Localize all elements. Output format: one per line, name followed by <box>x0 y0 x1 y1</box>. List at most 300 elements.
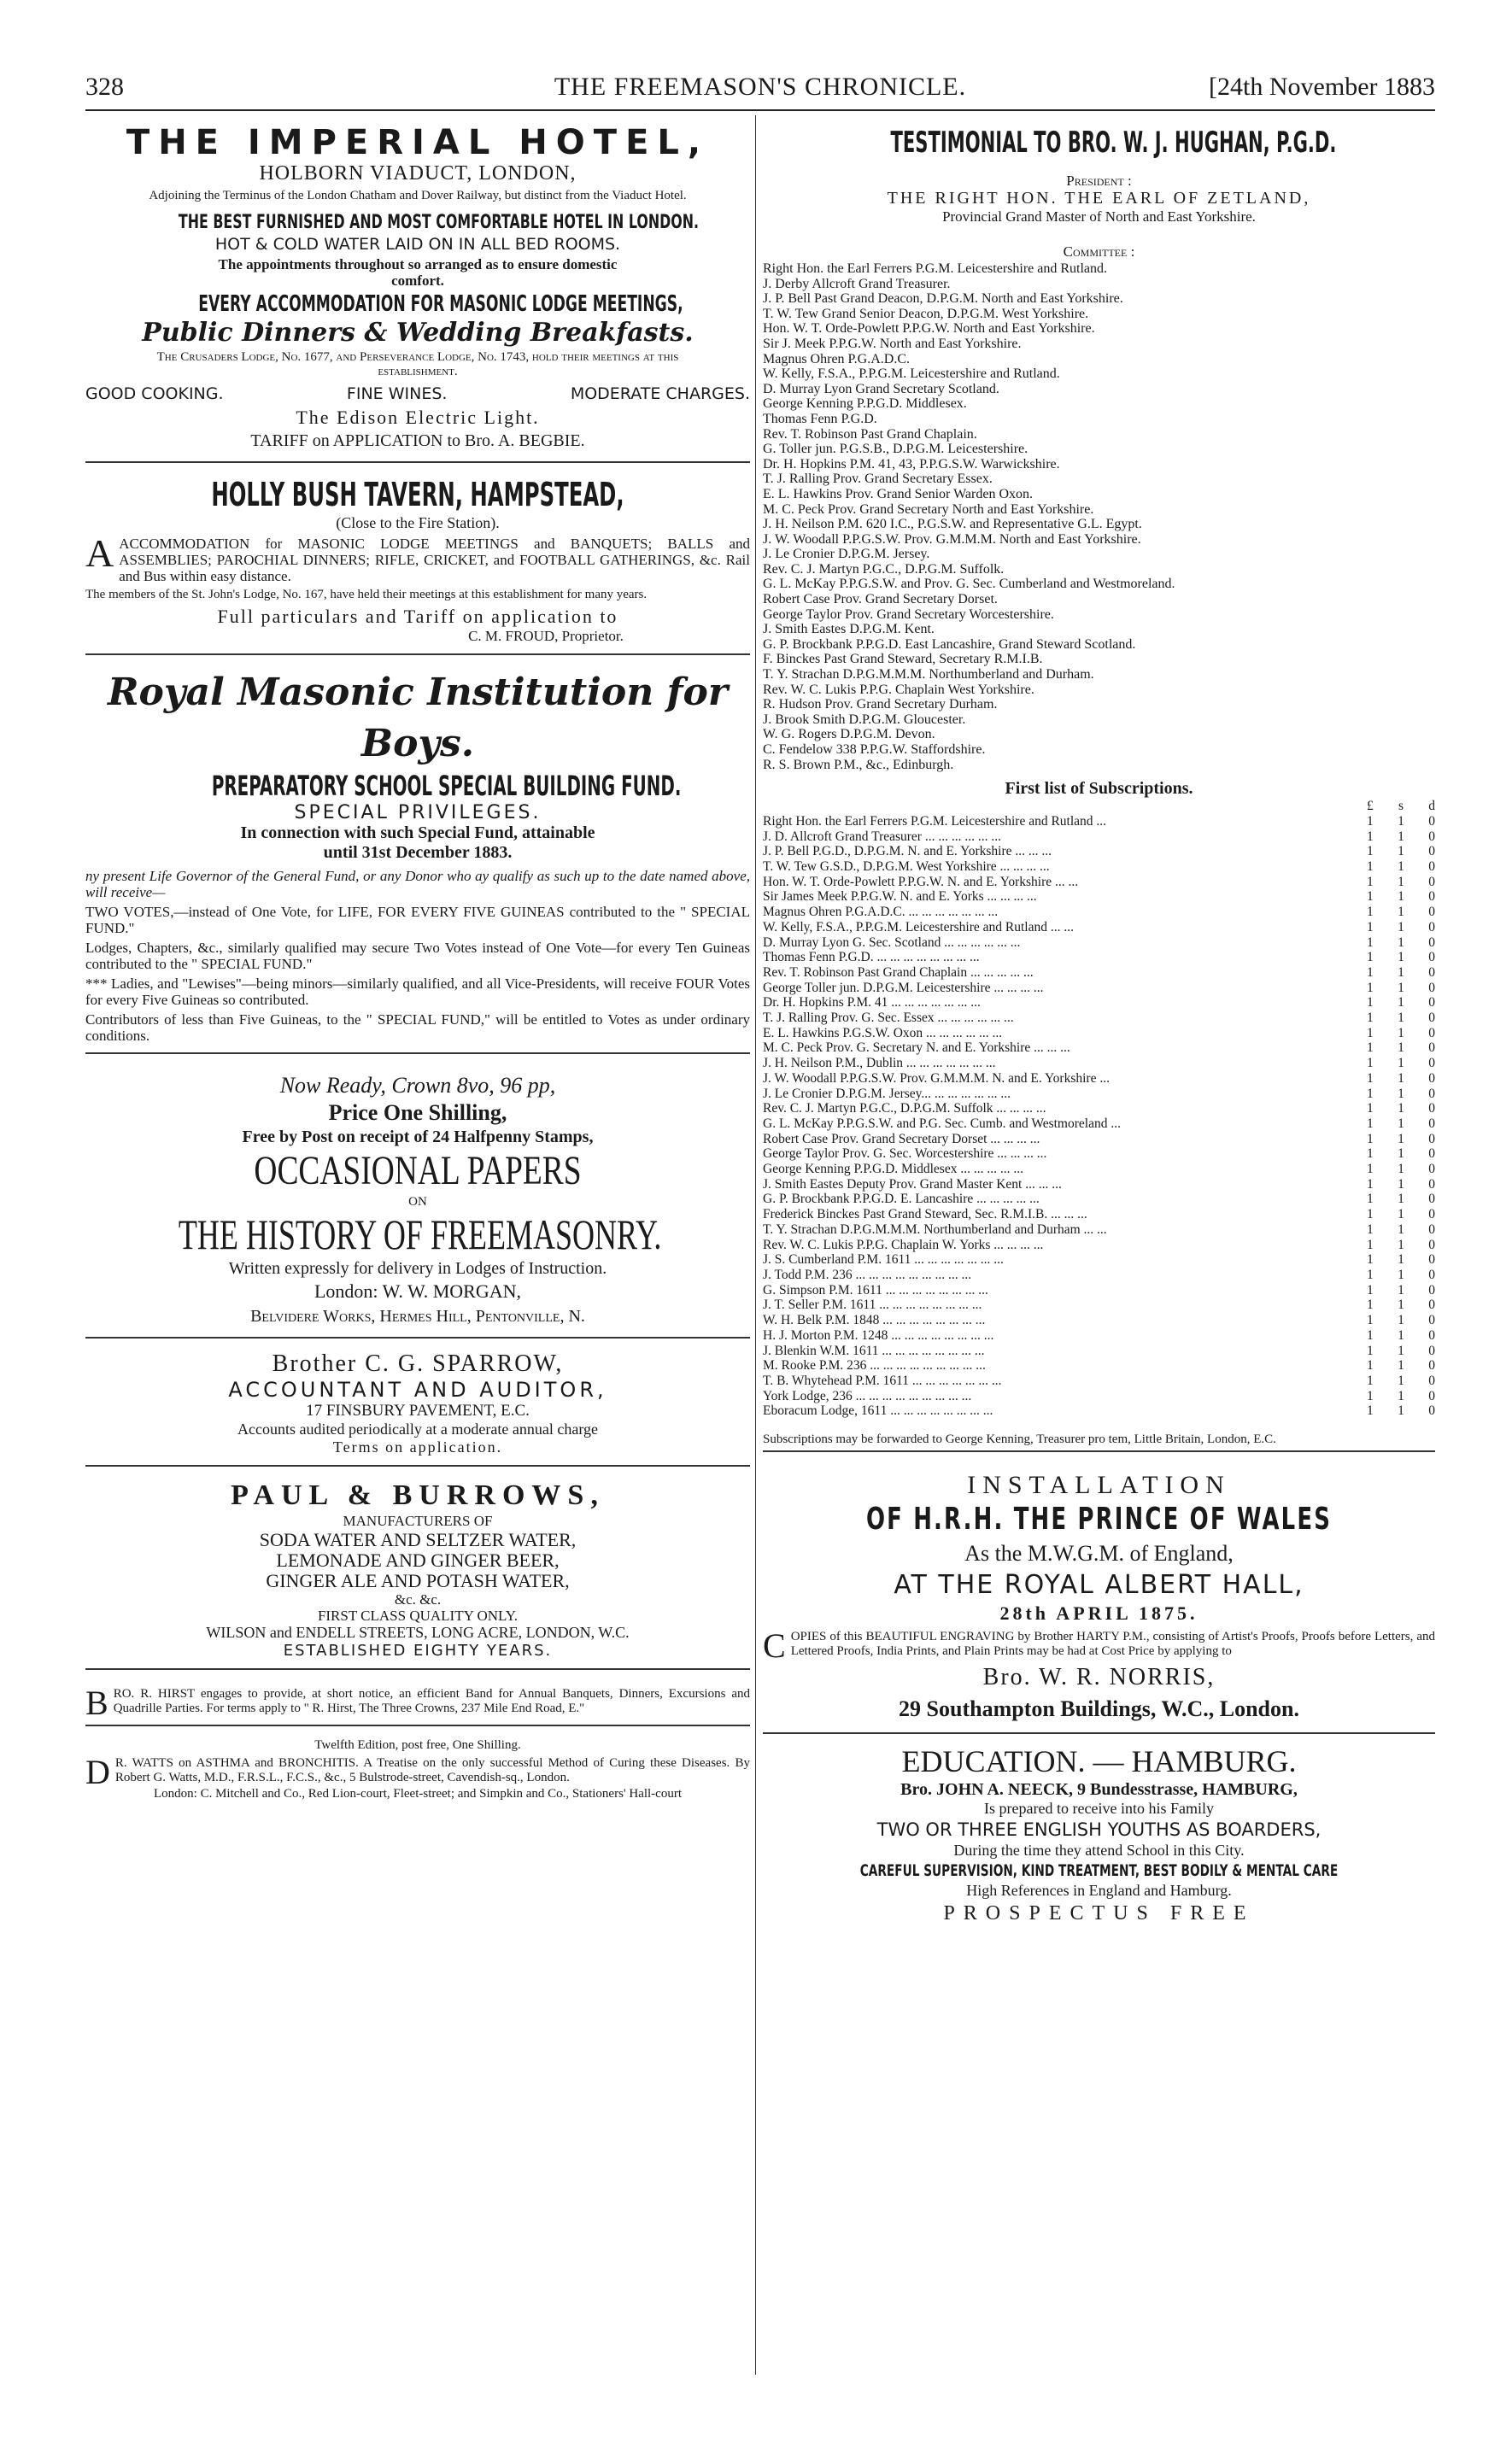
subscription-row <box>763 1101 1435 1116</box>
committee-member: M. C. Peck Prov. Grand Secretary North and East Yorkshire. <box>763 501 1094 517</box>
subscription-shillings: 1 <box>1398 1176 1404 1192</box>
subscription-pence: 0 <box>1428 934 1435 950</box>
subscription-pounds: 1 <box>1367 995 1374 1011</box>
edu-during: During the time they attend School in this City. <box>953 1842 1245 1860</box>
imperial-location: HOLBORN VIADUCT, LONDON, <box>259 162 577 185</box>
subscriber-name: T. Y. Strachan D.P.G.M.M.M. Northumberland and Durham ... ... <box>763 1221 1107 1237</box>
subscriber-name: Thomas Fenn P.G.D. ... ... ... ... ... ... ... ... <box>763 950 980 965</box>
committee-member: W. Kelly, F.S.A., P.P.G.M. Leicestershire and Rutland. <box>763 366 1060 382</box>
subscription-pounds: 1 <box>1367 1403 1374 1419</box>
hirst-body: BRO. R. HIRST engages to provide, at short notice, an efficient Band for Annual Banquets, Dinners, Excursions and Quadrille Parties. For terms apply to " R. Hirst, The Three Crowns, 237 Mile End Road, E." <box>85 1684 750 1722</box>
royal-ladies: *** Ladies, and "Lewises"—being minors—similarly qualified, and all Vice-Presidents, will receive FOUR Votes for every Five Guineas so contributed. <box>85 975 750 1008</box>
holly-close: (Close to the Fire Station). <box>336 514 500 531</box>
page-header <box>85 73 1435 107</box>
subscription-pence: 0 <box>1428 1358 1435 1374</box>
holly-title: HOLLY BUSH TAVERN, HAMPSTEAD, <box>211 476 624 513</box>
subscription-pence: 0 <box>1428 1282 1435 1298</box>
subscription-pence: 0 <box>1428 1070 1435 1086</box>
subscription-pence: 0 <box>1428 859 1435 874</box>
royal-masonic-ad <box>85 664 750 1054</box>
royal-conn2: until 31st December 1883. <box>323 843 513 862</box>
subscription-shillings: 1 <box>1398 1116 1404 1131</box>
subscriber-name: M. C. Peck Prov. G. Secretary N. and E. Yorkshire ... ... ... <box>763 1040 1070 1056</box>
subscription-row <box>763 1222 1435 1238</box>
subscription-row <box>763 829 1435 845</box>
subscription-row <box>763 920 1435 935</box>
subscription-shillings: 1 <box>1398 1403 1404 1419</box>
royal-two: TWO VOTES,—instead of One Vote, for LIFE, FOR EVERY FIVE GUINEAS contributed to the " SPECIAL FUND." <box>85 904 750 936</box>
subscription-row <box>763 1026 1435 1041</box>
subscription-pounds: 1 <box>1367 1070 1374 1086</box>
occ-london: London: W. W. MORGAN, <box>314 1280 522 1302</box>
column-divider <box>755 115 756 2375</box>
committee-member: T. J. Ralling Prov. Grand Secretary Essex. <box>763 472 993 487</box>
subscription-row <box>763 1132 1435 1147</box>
subscriber-name: G. P. Brockbank P.P.G.D. E. Lancashire ... ... ... ... ... <box>763 1192 1040 1207</box>
committee-member: Rev. T. Robinson Past Grand Chaplain. <box>763 426 977 442</box>
subscriber-name: J. P. Bell P.G.D., D.P.G.M. N. and E. Yorkshire ... ... ... <box>763 844 1052 859</box>
subscriber-name: George Taylor Prov. G. Sec. Worcestershire ... ... ... ... <box>763 1146 1047 1162</box>
subscription-row <box>763 950 1435 965</box>
subscription-shillings: 1 <box>1398 1221 1404 1237</box>
pence-header: d <box>1428 799 1435 814</box>
subscription-row <box>763 1298 1435 1313</box>
subscriber-name: Hon. W. T. Orde-Powlett P.P.G.W. N. and E. Yorkshire ... ... <box>763 874 1079 889</box>
subscriber-name: Rev. W. C. Lukis P.P.G. Chaplain W. Yorks ... ... ... ... <box>763 1237 1044 1252</box>
subscription-row <box>763 935 1435 951</box>
installation-ad <box>763 1461 1435 1734</box>
subscription-row <box>763 1344 1435 1359</box>
subscription-pounds: 1 <box>1367 1025 1374 1040</box>
install-prince: OF H.R.H. THE PRINCE OF WALES <box>865 1502 1333 1538</box>
subscription-pence: 0 <box>1428 813 1435 829</box>
committee-member: George Kenning P.P.G.D. Middlesex. <box>763 396 967 412</box>
subscription-pounds: 1 <box>1367 1162 1374 1177</box>
subscription-shillings: 1 <box>1398 829 1404 844</box>
committee-member: Rev. C. J. Martyn P.G.C., D.P.G.M. Suffolk. <box>763 561 1005 577</box>
subscription-row <box>763 1011 1435 1026</box>
subscriptions-list <box>763 814 1435 1419</box>
occ-on: ON <box>408 1195 427 1209</box>
subscription-pounds: 1 <box>1367 1282 1374 1298</box>
subscription-pence: 0 <box>1428 1403 1435 1419</box>
imperial-best: THE BEST FURNISHED AND MOST COMFORTABLE HOTEL IN LONDON. <box>178 212 699 233</box>
subscription-pence: 0 <box>1428 1131 1435 1146</box>
install-hall: AT THE ROYAL ALBERT HALL, <box>894 1570 1304 1601</box>
watts-london: London: C. Mitchell and Co., Red Lion-court, Fleet-street; and Simpkin and Co., Stationers' Hall-court <box>153 1787 683 1801</box>
subscription-shillings: 1 <box>1398 1086 1404 1101</box>
subscription-row <box>763 1328 1435 1344</box>
committee-member: J. Brook Smith D.P.G.M. Gloucester. <box>763 712 966 727</box>
subscription-shillings: 1 <box>1398 1056 1404 1071</box>
subscriber-name: J. Todd P.M. 236 ... ... ... ... ... ... ... ... ... <box>763 1267 972 1282</box>
subscription-pence: 0 <box>1428 1192 1435 1207</box>
subscription-row <box>763 1268 1435 1283</box>
president-label: President : <box>1066 173 1132 189</box>
subscription-pence: 0 <box>1428 1221 1435 1237</box>
subscription-pounds: 1 <box>1367 1101 1374 1116</box>
subscription-pence: 0 <box>1428 1011 1435 1026</box>
subscription-shillings: 1 <box>1398 1343 1404 1358</box>
install-copies: COPIES of this BEAUTIFUL ENGRAVING by Brother HARTY P.M., consisting of Artist's Proofs, Proofs before Letters, and Lettered Proofs, India Prints, and Plain Prints may be had at Cost Price by applying to <box>763 1626 1435 1666</box>
committee-member: Rev. W. C. Lukis P.P.G. Chaplain West Yorkshire. <box>763 682 1034 697</box>
sparrow-role: ACCOUNTANT AND AUDITOR, <box>228 1378 607 1402</box>
committee-member: J. H. Neilson P.M. 620 I.C., P.G.S.W. and Representative G.L. Egypt. <box>763 517 1142 532</box>
committee-member: J. Derby Allcroft Grand Treasurer. <box>763 276 951 291</box>
subscription-pounds: 1 <box>1367 905 1374 920</box>
subscription-row <box>763 1283 1435 1298</box>
occ-works: Belvidere Works, Hermes Hill, Pentonville, N. <box>250 1307 585 1326</box>
subscription-pounds: 1 <box>1367 1056 1374 1071</box>
subscriber-name: W. Kelly, F.S.A., P.P.G.M. Leicestershire and Rutland ... ... <box>763 919 1074 934</box>
imperial-hotel-ad <box>85 120 750 463</box>
subscription-shillings: 1 <box>1398 1237 1404 1252</box>
subscriber-name: J. W. Woodall P.P.G.S.W. Prov. G.M.M.M. N. and E. Yorkshire ... <box>763 1070 1110 1086</box>
subscription-pounds: 1 <box>1367 964 1374 980</box>
subscription-pounds: 1 <box>1367 1388 1374 1403</box>
imperial-water: HOT & COLD WATER LAID ON IN ALL BED ROOMS. <box>214 235 621 254</box>
subscription-pounds: 1 <box>1367 1343 1374 1358</box>
subscription-pounds: 1 <box>1367 934 1374 950</box>
paul-burrows-ad <box>85 1475 750 1670</box>
subscription-shillings: 1 <box>1398 1070 1404 1086</box>
holly-full: Full particulars and Tariff on application to <box>217 606 618 627</box>
committee-member: G. P. Brockbank P.P.G.D. East Lancashire, Grand Steward Scotland. <box>763 636 1136 652</box>
subscriber-name: York Lodge, 236 ... ... ... ... ... ... ... ... ... <box>763 1388 972 1403</box>
subscription-pence: 0 <box>1428 829 1435 844</box>
subscription-row <box>763 1207 1435 1222</box>
holly-bush-ad <box>85 472 750 655</box>
subscription-row <box>763 995 1435 1011</box>
subscription-row <box>763 844 1435 859</box>
subscription-shillings: 1 <box>1398 1252 1404 1268</box>
imperial-adjoining: Adjoining the Terminus of the London Chatham and Dover Railway, but distinct from the Viaduct Hotel. <box>149 189 687 202</box>
president-name: THE RIGHT HON. THE EARL OF ZETLAND, <box>887 189 1311 208</box>
edu-neeck: Bro. JOHN A. NEECK, 9 Bundesstrasse, HAMBURG, <box>900 1780 1298 1800</box>
occ-title2: THE HISTORY OF FREEMASONRY. <box>178 1210 662 1258</box>
edu-refs: High References in England and Hamburg. <box>966 1882 1232 1900</box>
royal-lodges: Lodges, Chapters, &c., similarly qualified may secure Two Votes instead of One Vote—for every Ten Guineas contributed to the " SPECIAL FUND." <box>85 940 750 972</box>
subscription-shillings: 1 <box>1398 1011 1404 1026</box>
subscription-pence: 0 <box>1428 1252 1435 1268</box>
committee-member: J. P. Bell Past Grand Deacon, D.P.G.M. North and East Yorkshire. <box>763 291 1123 307</box>
royal-any: ny present Life Governor of the General Fund, or any Donor who ay qualify as such up to the date named above, will receive— <box>85 868 750 900</box>
subscription-pounds: 1 <box>1367 829 1374 844</box>
install-as: As the M.W.G.M. of England, <box>964 1541 1234 1567</box>
subscription-pence: 0 <box>1428 844 1435 859</box>
committee-member: E. L. Hawkins Prov. Grand Senior Warden Oxon. <box>763 486 1033 501</box>
subscription-pounds: 1 <box>1367 1176 1374 1192</box>
committee-member: R. S. Brown P.M., &c., Edinburgh. <box>763 757 954 772</box>
paul-line3: GINGER ALE AND POTASH WATER, <box>266 1570 570 1591</box>
subscription-shillings: 1 <box>1398 1298 1404 1313</box>
subscription-pounds: 1 <box>1367 1373 1374 1388</box>
subscription-pence: 0 <box>1428 1116 1435 1131</box>
subscription-pounds: 1 <box>1367 1040 1374 1056</box>
imperial-edison: The Edison Electric Light. <box>296 407 540 428</box>
subscription-pounds: 1 <box>1367 1131 1374 1146</box>
wines-text: FINE WINES. <box>346 384 448 403</box>
subscription-pounds: 1 <box>1367 1298 1374 1313</box>
subscription-pence: 0 <box>1428 905 1435 920</box>
committee-member: Robert Case Prov. Grand Secretary Dorset. <box>763 592 998 607</box>
subscription-row <box>763 1313 1435 1328</box>
subscription-pence: 0 <box>1428 1086 1435 1101</box>
holly-members: The members of the St. John's Lodge, No. 167, have held their meetings at this establishment for many years. <box>85 588 648 601</box>
subscription-shillings: 1 <box>1398 905 1404 920</box>
occ-title1: OCCASIONAL PAPERS <box>254 1148 582 1193</box>
sparrow-addr: 17 FINSBURY PAVEMENT, E.C. <box>306 1402 530 1420</box>
subscriber-name: J. Smith Eastes Deputy Prov. Grand Master Kent ... ... ... <box>763 1176 1062 1192</box>
paul-line1: SODA WATER AND SELTZER WATER, <box>259 1529 577 1550</box>
committee-member: D. Murray Lyon Grand Secretary Scotland. <box>763 381 999 396</box>
occasional-papers-ad <box>85 1063 750 1339</box>
royal-contrib: Contributors of less than Five Guineas, to the " SPECIAL FUND," will be entitled to Votes as under ordinary conditions. <box>85 1011 750 1044</box>
subscription-shillings: 1 <box>1398 1388 1404 1403</box>
subscriber-name: Dr. H. Hopkins P.M. 41 ... ... ... ... ... ... ... <box>763 995 981 1011</box>
imperial-accommodation: EVERY ACCOMMODATION FOR MASONIC LODGE MEETINGS, <box>198 291 683 317</box>
sparrow-ad <box>85 1347 750 1467</box>
subscription-pence: 0 <box>1428 1327 1435 1343</box>
subscription-pounds: 1 <box>1367 874 1374 889</box>
subscriber-name: Sir James Meek P.P.G.W. N. and E. Yorks ... ... ... ... <box>763 889 1037 905</box>
subscription-shillings: 1 <box>1398 1040 1404 1056</box>
subscription-shillings: 1 <box>1398 1327 1404 1343</box>
subscriber-name: J. Le Cronier D.P.G.M. Jersey... ... ... ... ... ... ... <box>763 1086 1011 1101</box>
paul-quality: FIRST CLASS QUALITY ONLY. <box>317 1608 519 1624</box>
holly-body-text: ACCOMMODATION for MASONIC LODGE MEETINGS and BANQUETS; BALLS and ASSEMBLIES; PAROCHIAL DINNERS; RIFLE, CRICKET, and FOOTBALL GATHERINGS, &c. Rail and Bus within easy distance. <box>119 536 750 584</box>
subscription-pence: 0 <box>1428 1146 1435 1162</box>
subscriber-name: G. L. McKay P.P.G.S.W. and P.G. Sec. Cumb. and Westmoreland ... <box>763 1116 1121 1131</box>
imperial-tariff: TARIFF on APPLICATION to Bro. A. BEGBIE. <box>250 431 585 450</box>
subscription-pence: 0 <box>1428 980 1435 995</box>
subscriber-name: E. L. Hawkins P.G.S.W. Oxon ... ... ... ... ... ... <box>763 1025 1003 1040</box>
subscription-row <box>763 1146 1435 1162</box>
install-addr: 29 Southampton Buildings, W.C., London. <box>899 1696 1299 1722</box>
committee-member: W. G. Rogers D.P.G.M. Devon. <box>763 727 935 742</box>
subscription-shillings: 1 <box>1398 1313 1404 1328</box>
holly-prop: C. M. FROUD, Proprietor. <box>468 628 624 644</box>
paul-line2: LEMONADE AND GINGER BEER, <box>276 1549 560 1571</box>
subscriber-name: George Toller jun. D.P.G.M. Leicestershire ... ... ... ... <box>763 980 1044 995</box>
subscription-row <box>763 859 1435 875</box>
royal-fund: PREPARATORY SCHOOL SPECIAL BUILDING FUND. <box>211 770 682 802</box>
edu-careful: CAREFUL SUPERVISION, KIND TREATMENT, BEST BODILY & MENTAL CARE <box>859 1861 1339 1881</box>
edu-two: TWO OR THREE ENGLISH YOUTHS AS BOARDERS, <box>876 1819 1322 1841</box>
committee-member: Dr. H. Hopkins P.M. 41, 43, P.P.G.S.W. Warwickshire. <box>763 456 1060 472</box>
committee-list <box>763 260 1435 772</box>
subscription-pounds: 1 <box>1367 1146 1374 1162</box>
subscription-row <box>763 1116 1435 1132</box>
pound-header: £ <box>1367 799 1374 814</box>
committee-member: R. Hudson Prov. Grand Secretary Durham. <box>763 697 998 712</box>
subscription-shillings: 1 <box>1398 1267 1404 1282</box>
right-column <box>763 120 1435 2375</box>
committee-member: T. W. Tew Grand Senior Deacon, D.P.G.M. West Yorkshire. <box>763 306 1089 321</box>
subscription-pence: 0 <box>1428 1343 1435 1358</box>
subscription-pounds: 1 <box>1367 1116 1374 1131</box>
paul-mfr: MANUFACTURERS OF <box>343 1513 493 1529</box>
subscription-shillings: 1 <box>1398 844 1404 859</box>
subscriber-name: Frederick Binckes Past Grand Steward, Sec. R.M.I.B. ... ... ... <box>763 1207 1087 1222</box>
committee-member: G. Toller jun. P.G.S.B., D.P.G.M. Leicestershire. <box>763 442 1029 457</box>
subscriber-name: Right Hon. the Earl Ferrers P.G.M. Leicestershire and Rutland ... <box>763 813 1107 829</box>
subscription-row <box>763 981 1435 996</box>
committee-label: Committee : <box>1063 243 1135 260</box>
left-column <box>85 120 750 2375</box>
holly-body: AACCOMMODATION for MASONIC LODGE MEETINGS and BANQUETS; BALLS and ASSEMBLIES; PAROCHIAL DINNERS; RIFLE, CRICKET, and FOOTBALL GATHERINGS, &c. Rail and Bus within easy distance. <box>85 531 750 584</box>
paul-streets: WILSON and ENDELL STREETS, LONG ACRE, LONDON, W.C. <box>206 1624 630 1641</box>
watts-text: R. WATTS on ASTHMA and BRONCHITIS. A Treatise on the only successful Method of Curing these Diseases. By Robert G. Watts, M.D., F.R.S.L., F.C.S., &c., 5 Bulstrode-street, Cavendish-sq., London. <box>114 1756 750 1784</box>
committee-member: Thomas Fenn P.G.D. <box>763 411 877 426</box>
subscription-pence: 0 <box>1428 1056 1435 1071</box>
install-copies-text: OPIES of this BEAUTIFUL ENGRAVING by Brother HARTY P.M., consisting of Artist's Proofs, Proofs before Letters, and Lettered Proofs, India Prints, and Plain Prints may be had at Cost Price by applying to <box>790 1630 1435 1659</box>
subscription-shillings: 1 <box>1398 813 1404 829</box>
subscription-pence: 0 <box>1428 995 1435 1011</box>
subscriber-name: Eboracum Lodge, 1611 ... ... ... ... ... ... ... ... <box>763 1403 993 1419</box>
subscription-pounds: 1 <box>1367 1221 1374 1237</box>
occ-price: Price One Shilling, <box>328 1100 507 1125</box>
testimonial-section <box>763 120 1435 1452</box>
royal-priv: SPECIAL PRIVILEGES. <box>294 802 542 823</box>
imperial-cooking <box>85 381 750 407</box>
subscriber-name: D. Murray Lyon G. Sec. Scotland ... ... ... ... ... ... <box>763 934 1021 950</box>
subscription-row <box>763 1238 1435 1253</box>
subscription-shillings: 1 <box>1398 1131 1404 1146</box>
subscriber-name: J. H. Neilson P.M., Dublin ... ... ... ... ... ... ... <box>763 1056 996 1071</box>
committee-member: G. L. McKay P.P.G.S.W. and Prov. G. Sec. Cumberland and Westmoreland. <box>763 577 1175 592</box>
subscription-shillings: 1 <box>1398 919 1404 934</box>
subscription-pence: 0 <box>1428 1388 1435 1403</box>
subscription-row <box>763 814 1435 829</box>
committee-member: Right Hon. the Earl Ferrers P.G.M. Leicestershire and Rutland. <box>763 261 1108 276</box>
subscriber-name: George Kenning P.P.G.D. Middlesex ... ... ... ... ... <box>763 1162 1023 1177</box>
page-number: 328 <box>85 73 124 101</box>
subscription-pounds: 1 <box>1367 980 1374 995</box>
subscriber-name: J. D. Allcroft Grand Treasurer ... ... ... ... ... ... <box>763 829 1001 844</box>
subscription-row <box>763 905 1435 920</box>
subscription-pence: 0 <box>1428 1162 1435 1177</box>
subscription-pence: 0 <box>1428 964 1435 980</box>
subscription-shillings: 1 <box>1398 1373 1404 1388</box>
subscription-pence: 0 <box>1428 1040 1435 1056</box>
subscription-shillings: 1 <box>1398 1025 1404 1040</box>
subscription-pounds: 1 <box>1367 813 1374 829</box>
subscriptions-title: First list of Subscriptions. <box>1005 779 1193 799</box>
cooking-text: GOOD COOKING. <box>85 384 224 403</box>
subscriber-name: Rev. C. J. Martyn P.G.C., D.P.G.M. Suffolk ... ... ... ... <box>763 1101 1046 1116</box>
subscriber-name: J. S. Cumberland P.M. 1611 ... ... ... ... ... ... ... <box>763 1252 1004 1268</box>
subscription-pounds: 1 <box>1367 1192 1374 1207</box>
subscription-row <box>763 1192 1435 1207</box>
subscription-pounds: 1 <box>1367 1327 1374 1343</box>
install-norris: Bro. W. R. NORRIS, <box>982 1664 1216 1691</box>
subscriber-name: H. J. Morton P.M. 1248 ... ... ... ... ... ... ... ... <box>763 1327 994 1343</box>
subscription-row <box>763 1374 1435 1389</box>
subscription-pounds: 1 <box>1367 1086 1374 1101</box>
subscription-pence: 0 <box>1428 1207 1435 1222</box>
issue-date: [24th November 1883 <box>1209 73 1435 101</box>
subscription-shillings: 1 <box>1398 934 1404 950</box>
subscription-row <box>763 889 1435 905</box>
subscription-pence: 0 <box>1428 889 1435 905</box>
subscription-pence: 0 <box>1428 1025 1435 1040</box>
committee-member: J. Smith Eastes D.P.G.M. Kent. <box>763 622 935 637</box>
subscription-shillings: 1 <box>1398 964 1404 980</box>
subscriber-name: J. T. Seller P.M. 1611 ... ... ... ... ... ... ... ... <box>763 1298 982 1313</box>
subscription-pounds: 1 <box>1367 889 1374 905</box>
subscription-shillings: 1 <box>1398 995 1404 1011</box>
subscription-pence: 0 <box>1428 919 1435 934</box>
edu-title: EDUCATION. — HAMBURG. <box>901 1744 1297 1779</box>
sparrow-audit: Accounts audited periodically at a moderate annual charge <box>237 1421 598 1438</box>
currency-header <box>763 799 1435 814</box>
subscription-pounds: 1 <box>1367 1207 1374 1222</box>
subscription-pence: 0 <box>1428 874 1435 889</box>
subscription-shillings: 1 <box>1398 980 1404 995</box>
royal-title: Royal Masonic Institution for Boys. <box>107 671 729 765</box>
subscription-shillings: 1 <box>1398 1207 1404 1222</box>
hirst-ad <box>85 1678 750 1726</box>
subscription-pence: 0 <box>1428 1267 1435 1282</box>
committee-member: Hon. W. T. Orde-Powlett P.P.G.W. North and East Yorkshire. <box>763 321 1095 337</box>
subscription-row <box>763 1403 1435 1419</box>
education-ad <box>763 1743 1435 1927</box>
subscription-row <box>763 1162 1435 1177</box>
committee-member: T. Y. Strachan D.P.G.M.M.M. Northumberland and Durham. <box>763 667 1094 682</box>
subscriber-name: T. J. Ralling Prov. G. Sec. Essex ... ... ... ... ... ... <box>763 1011 1014 1026</box>
newspaper-title: THE FREEMASON'S CHRONICLE. <box>554 73 967 101</box>
edu-prosp: PROSPECTUS FREE <box>943 1902 1255 1925</box>
committee-member: J. Le Cronier D.P.G.M. Jersey. <box>763 547 930 562</box>
sparrow-terms: Terms on application. <box>332 1438 503 1456</box>
subscription-pence: 0 <box>1428 1298 1435 1313</box>
committee-member: J. W. Woodall P.P.G.S.W. Prov. G.M.M.M. North and East Yorkshire. <box>763 531 1141 547</box>
subscription-row <box>763 1056 1435 1071</box>
committee-member: George Taylor Prov. Grand Secretary Worcestershire. <box>763 606 1054 622</box>
subscription-shillings: 1 <box>1398 1162 1404 1177</box>
subscription-row <box>763 1087 1435 1102</box>
edu-prepared: Is prepared to receive into his Family <box>984 1800 1214 1818</box>
subscription-pence: 0 <box>1428 1373 1435 1388</box>
watts-body: D R. WATTS on ASTHMA and BRONCHITIS. A Treatise on the only successful Method of Curing these Diseases. By Robert G. Watts, M.D., F.R.S.L., F.C.S., &c., 5 Bulstrode-street, Cavendish-sq., London. <box>85 1753 750 1791</box>
install-date: 28th APRIL 1875. <box>999 1602 1198 1625</box>
subscriber-name: W. H. Belk P.M. 1848 ... ... ... ... ... ... ... ... <box>763 1313 986 1328</box>
sparrow-name: Brother C. G. SPARROW, <box>272 1350 564 1377</box>
subscriber-name: M. Rooke P.M. 236 ... ... ... ... ... ... ... ... ... <box>763 1358 986 1374</box>
subscription-pounds: 1 <box>1367 844 1374 859</box>
committee-member: Magnus Ohren P.G.A.D.C. <box>763 351 910 366</box>
subscription-shillings: 1 <box>1398 1358 1404 1374</box>
subscription-shillings: 1 <box>1398 874 1404 889</box>
subscription-row <box>763 965 1435 981</box>
imperial-appointments: The appointments throughout so arranged as to ensure domestic comfort. <box>218 256 618 289</box>
subscriber-name: T. W. Tew G.S.D., D.P.G.M. West Yorkshire ... ... ... ... <box>763 859 1050 874</box>
subscription-pounds: 1 <box>1367 1313 1374 1328</box>
subscription-pounds: 1 <box>1367 859 1374 874</box>
subscription-pounds: 1 <box>1367 919 1374 934</box>
subscription-pounds: 1 <box>1367 1237 1374 1252</box>
subscription-row <box>763 1177 1435 1192</box>
watts-ad <box>85 1735 750 1801</box>
subscription-shillings: 1 <box>1398 950 1404 965</box>
imperial-dinners: Public Dinners & Wedding Breakfasts. <box>142 318 694 348</box>
royal-conn1: In connection with such Special Fund, attainable <box>240 823 595 842</box>
subscription-row <box>763 1071 1435 1087</box>
committee-member: C. Fendelow 338 P.P.G.W. Staffordshire. <box>763 742 986 757</box>
subscription-row <box>763 1252 1435 1268</box>
subscriber-name: J. Blenkin W.M. 1611 ... ... ... ... ... ... ... ... <box>763 1343 985 1358</box>
